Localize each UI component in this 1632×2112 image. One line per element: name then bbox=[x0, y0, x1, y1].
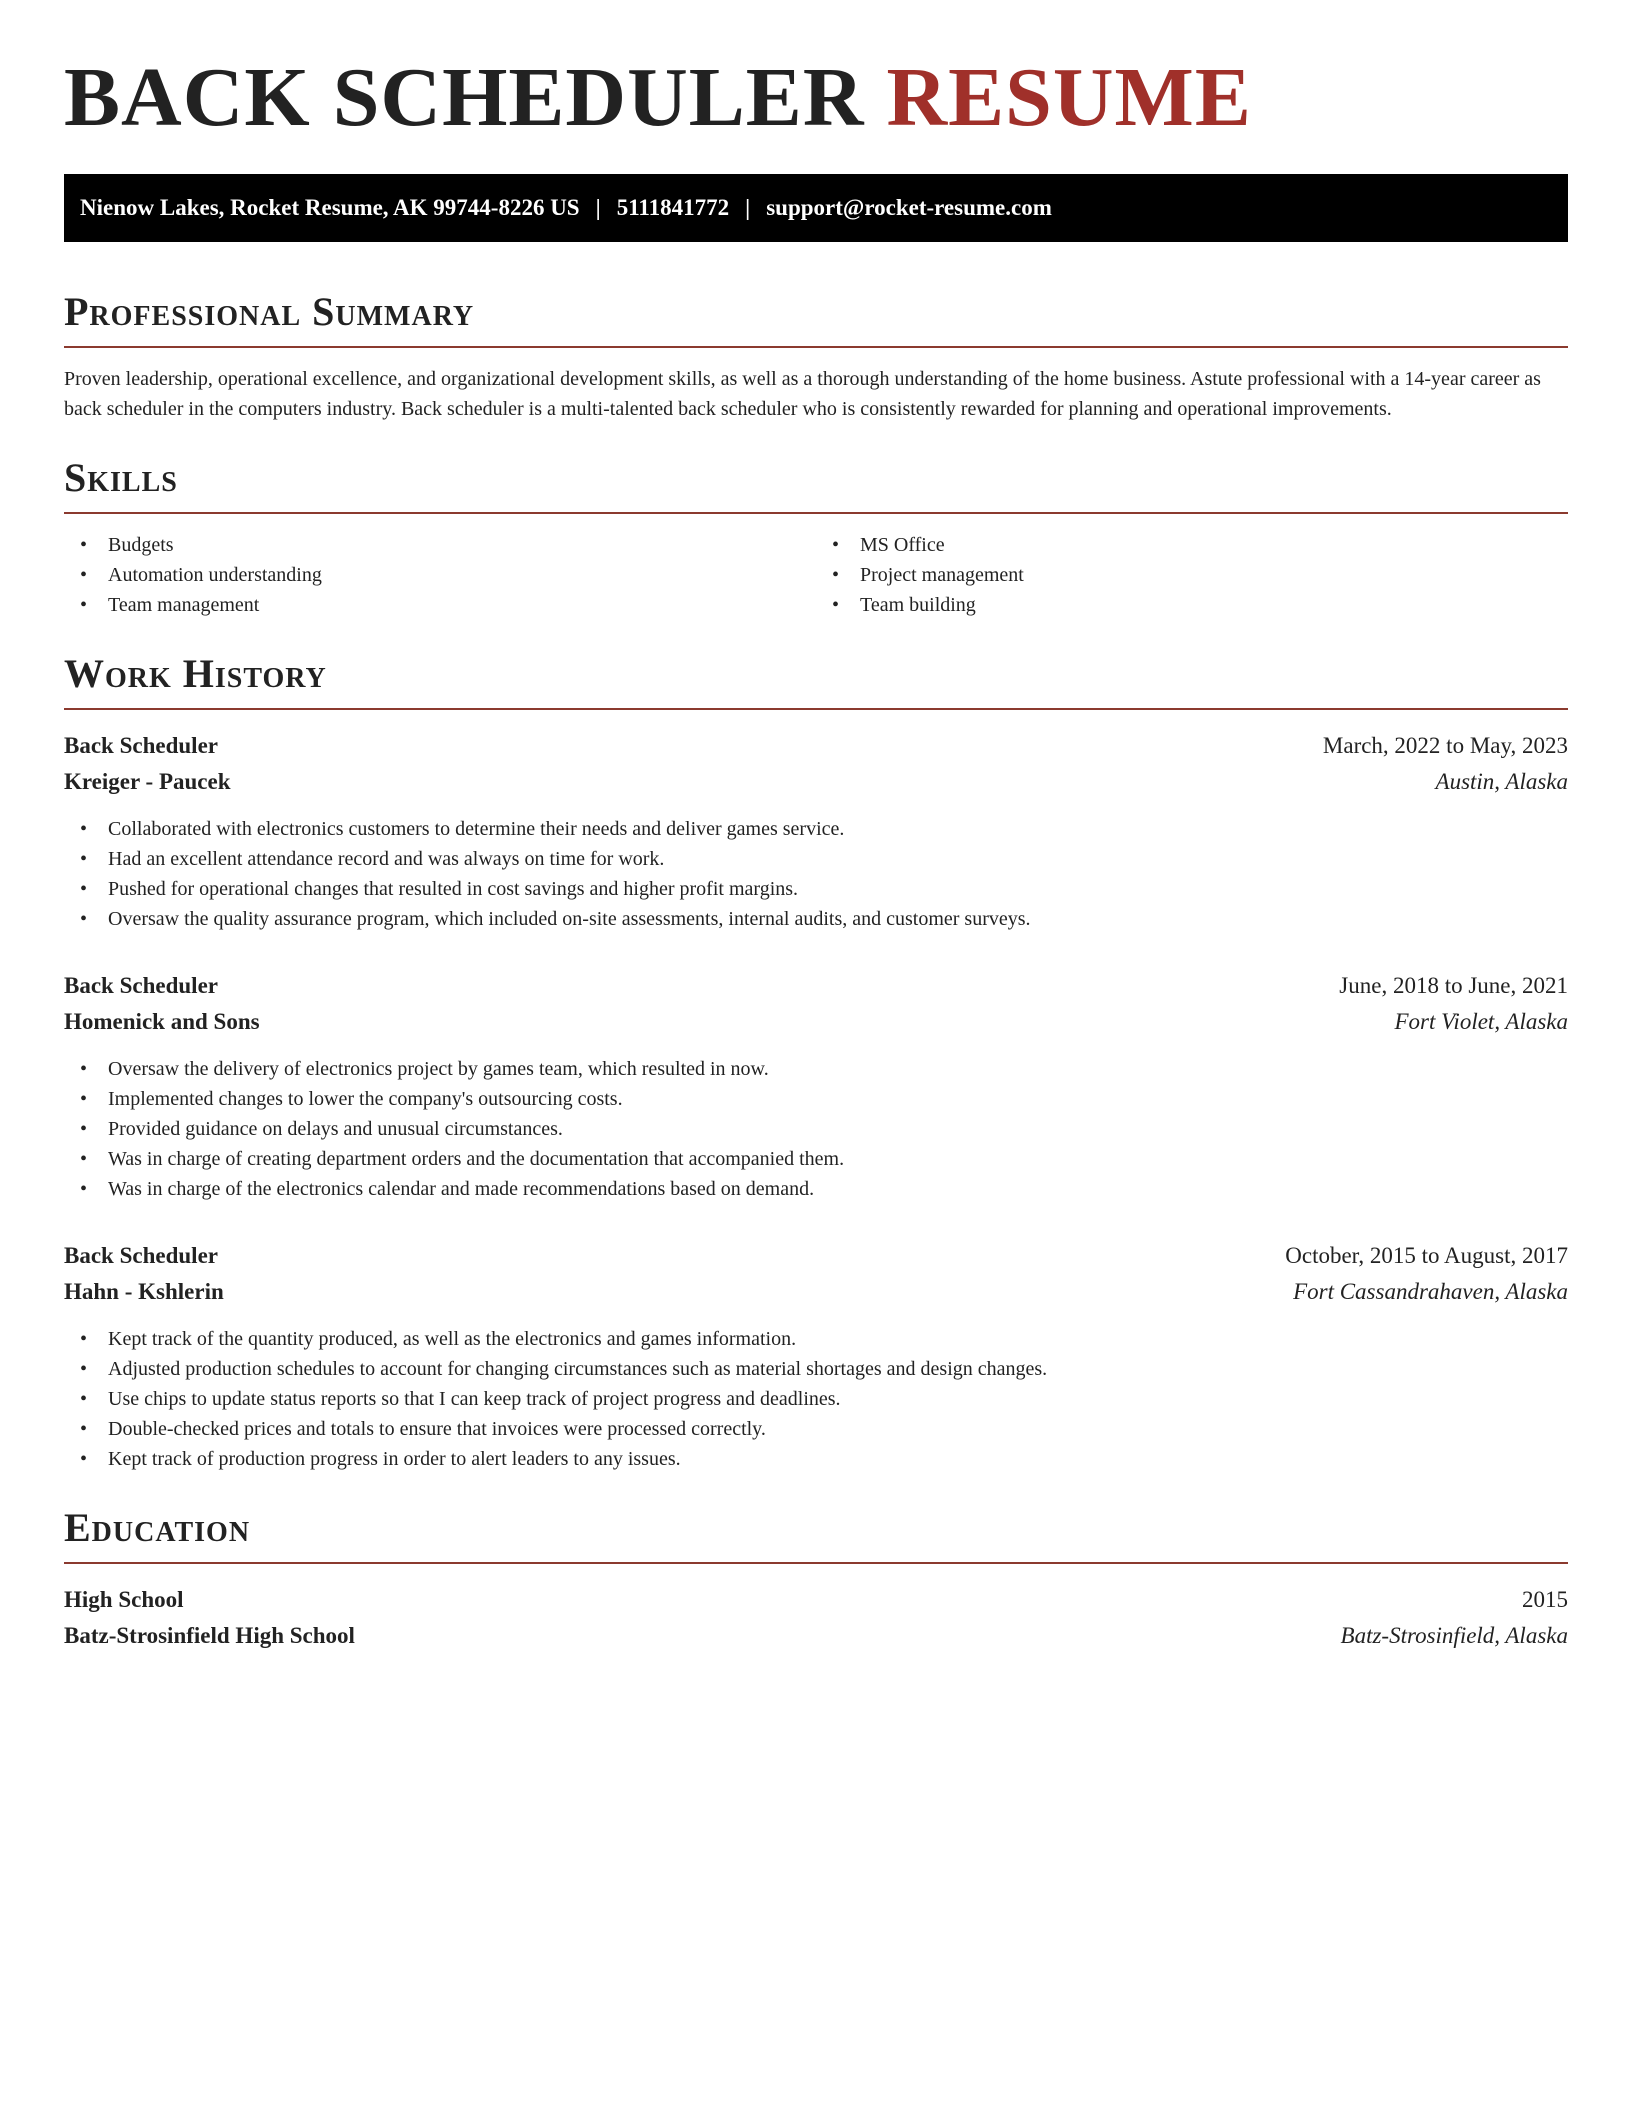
education-degree: High School bbox=[64, 1587, 184, 1612]
education-year: 2015 bbox=[1522, 1587, 1568, 1612]
skill-item: • Team management bbox=[64, 590, 816, 620]
name-main: BACK SCHEDULER bbox=[64, 51, 865, 144]
job-title: Back Scheduler bbox=[64, 733, 218, 758]
job-bullet: • Provided guidance on delays and unusual circumstances. bbox=[64, 1114, 1568, 1144]
job-bullets bbox=[64, 1054, 1568, 1204]
education-school: Batz-Strosinfield High School bbox=[64, 1623, 355, 1648]
job-company-row bbox=[64, 1274, 1568, 1310]
contact-email[interactable]: support@rocket-resume.com bbox=[766, 195, 1052, 220]
skill-item: • MS Office bbox=[816, 530, 1568, 560]
job-entry bbox=[64, 968, 1568, 1204]
education-header-row bbox=[64, 1582, 1568, 1618]
skill-item: • Automation understanding bbox=[64, 560, 816, 590]
job-header-row bbox=[64, 728, 1568, 764]
summary-heading: Professional Summary bbox=[64, 292, 1568, 348]
job-company: Hahn - Kshlerin bbox=[64, 1279, 224, 1304]
job-header-row bbox=[64, 968, 1568, 1004]
job-bullet: • Oversaw the quality assurance program, which included on-site assessments, internal audits, and customer surveys. bbox=[64, 904, 1568, 934]
work-history-heading: Work History bbox=[64, 654, 1568, 710]
job-bullet: • Was in charge of creating department orders and the documentation that accompanied them. bbox=[64, 1144, 1568, 1174]
education-school-row bbox=[64, 1618, 1568, 1654]
job-bullet: • Use chips to update status reports so that I can keep track of project progress and deadlines. bbox=[64, 1384, 1568, 1414]
name-accent: RESUME bbox=[886, 51, 1252, 144]
job-dates: March, 2022 to May, 2023 bbox=[1322, 733, 1568, 758]
job-title: Back Scheduler bbox=[64, 973, 218, 998]
contact-phone[interactable]: 5111841772 bbox=[616, 195, 730, 220]
job-bullets bbox=[64, 1324, 1568, 1474]
resume-title bbox=[64, 51, 1568, 144]
summary-text: Proven leadership, operational excellence, and organizational development skills, as well as a thorough understanding of the home business. Astute professional with a 14-year career as back scheduler in the computers industry. Back scheduler is a multi-talented back scheduler who is consistently rewarded for planning and operational improvements. bbox=[64, 368, 1541, 420]
job-bullets bbox=[64, 814, 1568, 934]
skill-item: • Team building bbox=[816, 590, 1568, 620]
job-bullet: • Collaborated with electronics customers to determine their needs and deliver games service. bbox=[64, 814, 1568, 844]
job-company-row bbox=[64, 1004, 1568, 1040]
job-bullet: • Oversaw the delivery of electronics project by games team, which resulted in now. bbox=[64, 1054, 1568, 1084]
job-company: Kreiger - Paucek bbox=[64, 769, 231, 794]
job-bullet: • Had an excellent attendance record and was always on time for work. bbox=[64, 844, 1568, 874]
job-entry bbox=[64, 728, 1568, 934]
skill-item: • Budgets bbox=[64, 530, 816, 560]
contact-bar bbox=[64, 174, 1568, 242]
job-bullet: • Was in charge of the electronics calendar and made recommendations based on demand. bbox=[64, 1174, 1568, 1204]
job-dates: June, 2018 to June, 2021 bbox=[1339, 973, 1568, 998]
job-location: Fort Cassandrahaven, Alaska bbox=[1293, 1279, 1568, 1304]
skills-heading: Skills bbox=[64, 458, 1568, 514]
job-dates: October, 2015 to August, 2017 bbox=[1285, 1243, 1568, 1268]
job-bullet: • Double-checked prices and totals to ensure that invoices were processed correctly. bbox=[64, 1414, 1568, 1444]
contact-separator: | bbox=[745, 195, 751, 220]
job-company: Homenick and Sons bbox=[64, 1009, 260, 1034]
job-entry bbox=[64, 1238, 1568, 1474]
contact-separator: | bbox=[595, 195, 601, 220]
job-bullet: • Kept track of production progress in order to alert leaders to any issues. bbox=[64, 1444, 1568, 1474]
skills-column-right bbox=[816, 530, 1568, 620]
education-location: Batz-Strosinfield, Alaska bbox=[1340, 1623, 1568, 1648]
job-location: Fort Violet, Alaska bbox=[1394, 1009, 1568, 1034]
job-bullet: • Kept track of the quantity produced, as well as the electronics and games information. bbox=[64, 1324, 1568, 1354]
resume-page bbox=[64, 0, 1568, 1654]
education-heading: Education bbox=[64, 1508, 1568, 1564]
job-bullet: • Pushed for operational changes that resulted in cost savings and higher profit margins. bbox=[64, 874, 1568, 904]
contact-address: Nienow Lakes, Rocket Resume, AK 99744-8226 US bbox=[80, 195, 580, 220]
job-title: Back Scheduler bbox=[64, 1243, 218, 1268]
skills-column-left bbox=[64, 530, 816, 620]
job-bullet: • Adjusted production schedules to account for changing circumstances such as material shortages and design changes. bbox=[64, 1354, 1568, 1384]
skill-item: • Project management bbox=[816, 560, 1568, 590]
education-entry bbox=[64, 1582, 1568, 1654]
job-header-row bbox=[64, 1238, 1568, 1274]
job-bullet: • Implemented changes to lower the company's outsourcing costs. bbox=[64, 1084, 1568, 1114]
job-company-row bbox=[64, 764, 1568, 800]
job-location: Austin, Alaska bbox=[1435, 769, 1568, 794]
skills-list bbox=[64, 530, 1568, 620]
